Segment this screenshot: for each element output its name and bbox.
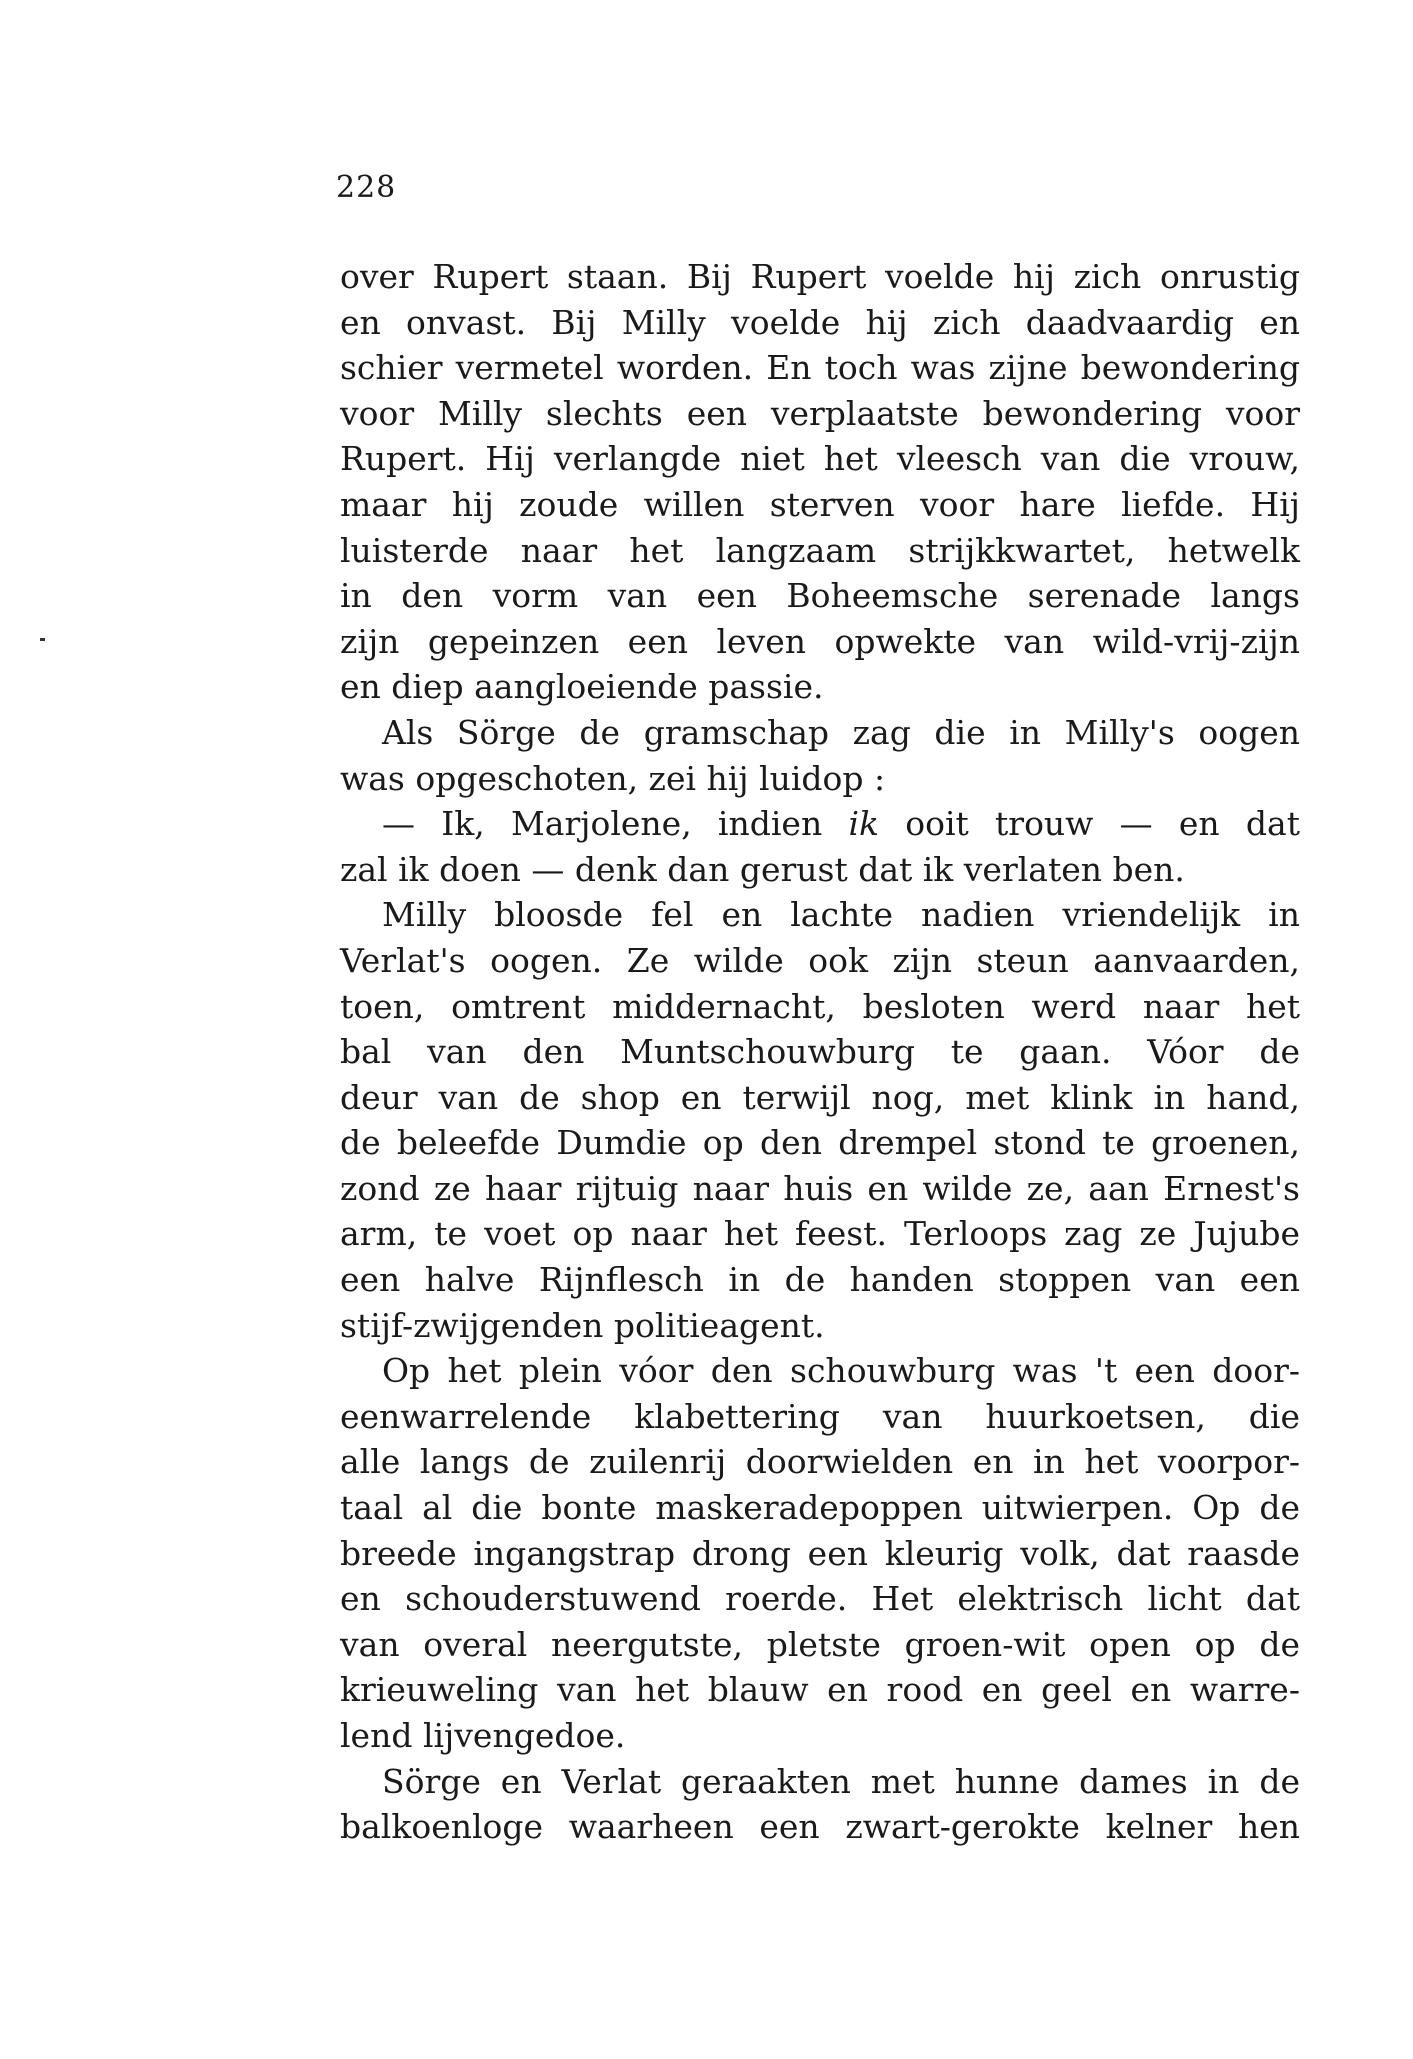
text-line: luisterde naar het langzaam strijkkwartet, hetwelk xyxy=(340,530,1300,570)
page-number: 228 xyxy=(336,170,397,205)
text-line: arm, te voet op naar het feest. Terloops zag ze Jujube xyxy=(340,1214,1300,1254)
text-line: van overal neergutste, pletste groen-wit open op de xyxy=(340,1624,1300,1664)
paragraph xyxy=(340,1348,1300,1758)
body-text xyxy=(340,254,1300,1850)
paragraph xyxy=(340,254,1300,710)
text-line: balkoenloge waarheen een zwart-gerokte kelner hen xyxy=(340,1807,1300,1847)
text-line: eenwarrelende klabettering van huurkoetsen, die xyxy=(340,1396,1300,1436)
text-line: een halve Rijnflesch in de handen stoppen van een xyxy=(340,1260,1300,1300)
text-line: Sörge en Verlat geraakten met hunne dames in de xyxy=(382,1761,1300,1801)
text-line: zal ik doen — denk dan gerust dat ik verlaten ben. xyxy=(340,849,1185,889)
text-line: en diep aangloeiende passie. xyxy=(340,667,824,707)
text-segment: ooit trouw — en dat xyxy=(879,804,1300,844)
text-line: taal al die bonte maskeradepoppen uitwierpen. Op de xyxy=(340,1488,1300,1528)
text-line: zond ze haar rijtuig naar huis en wilde ze, aan Ernest's xyxy=(340,1168,1300,1208)
text-line: voor Milly slechts een verplaatste bewondering voor xyxy=(340,393,1300,433)
text-line: deur van de shop en terwijl nog, met klink in hand, xyxy=(340,1077,1300,1117)
dialogue-line xyxy=(340,801,1300,847)
text-line: de beleefde Dumdie op den drempel stond te groenen, xyxy=(340,1123,1300,1163)
text-line: zijn gepeinzen een leven opwekte van wild-vrij-zijn xyxy=(340,621,1300,661)
text-line: Als Sörge de gramschap zag die in Milly's oogen xyxy=(382,712,1300,752)
text-line: over Rupert staan. Bij Rupert voelde hij zich onrustig xyxy=(340,257,1300,296)
text-line: bal van den Muntschouwburg te gaan. Vóor de xyxy=(340,1032,1300,1072)
paragraph xyxy=(340,710,1300,801)
paragraph xyxy=(340,1759,1300,1850)
text-line: Verlat's oogen. Ze wilde ook zijn steun aanvaarden, xyxy=(340,940,1300,980)
text-line: Milly bloosde fel en lachte nadien vriendelijk in xyxy=(382,895,1300,935)
text-line: lend lijvengedoe. xyxy=(340,1716,626,1755)
text-segment: — Ik, Marjolene, indien xyxy=(382,804,849,844)
text-line: schier vermetel worden. En toch was zijne bewondering xyxy=(340,348,1300,388)
emphasis-text: ik xyxy=(848,804,879,844)
text-line: Op het plein vóor den schouwburg was 't een door- xyxy=(382,1351,1300,1391)
text-line: in den vorm van een Boheemsche serenade langs xyxy=(340,576,1300,616)
text-line: breede ingangstrap drong een kleurig volk, dat raasde xyxy=(340,1533,1300,1573)
text-line: toen, omtrent middernacht, besloten werd naar het xyxy=(340,986,1300,1026)
text-line: en onvast. Bij Milly voelde hij zich daadvaardig en xyxy=(340,302,1300,342)
text-line: alle langs de zuilenrij doorwielden en in het voorpor- xyxy=(340,1442,1300,1482)
text-line: krieuweling van het blauw en rood en geel en warre- xyxy=(340,1670,1300,1710)
text-line: stijf-zwijgenden politieagent. xyxy=(340,1305,825,1345)
text-line: was opgeschoten, zei hij luidop : xyxy=(340,758,886,798)
text-line: Rupert. Hij verlangde niet het vleesch van die vrouw, xyxy=(340,439,1300,479)
text-line: en schouderstuwend roerde. Het elektrisch licht dat xyxy=(340,1579,1300,1619)
scan-speck xyxy=(40,638,45,641)
paragraph xyxy=(340,801,1300,892)
text-line: maar hij zoude willen sterven voor hare liefde. Hij xyxy=(340,484,1300,524)
paragraph xyxy=(340,892,1300,1348)
